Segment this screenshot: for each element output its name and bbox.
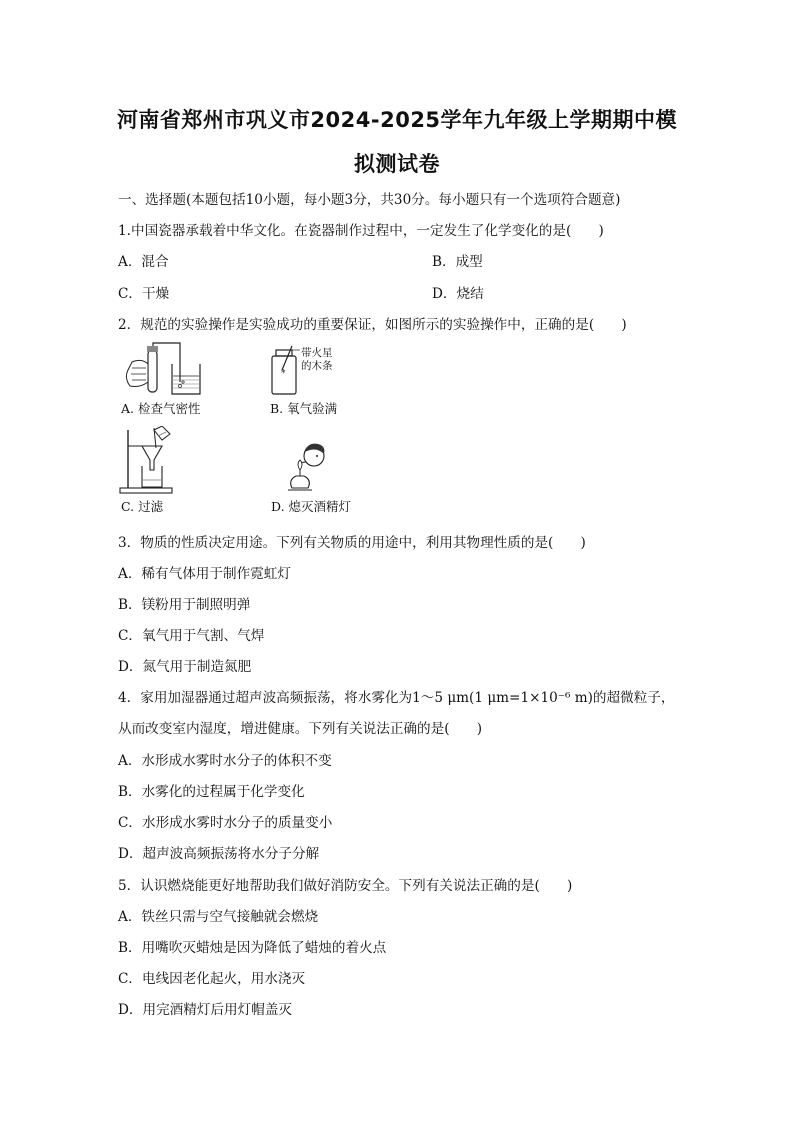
- figure-d-caption: D. 熄灭酒精灯: [271, 499, 352, 514]
- figure-c-caption: C. 过滤: [121, 499, 164, 514]
- q5-stem: 5．认识燃烧能更好地帮助我们做好消防安全。下列有关说法正确的是( ): [118, 878, 573, 894]
- q4-option-d: D．超声波高频振荡将水分子分解: [118, 846, 320, 862]
- figure-a-caption: A. 检查气密性: [121, 401, 201, 416]
- q1-option-a: A．混合: [118, 254, 169, 270]
- figure-a-airtightness: [118, 342, 218, 398]
- q1-stem: 1.中国瓷器承载着中华文化。在瓷器制作过程中，一定发生了化学变化的是( ): [118, 223, 604, 239]
- q3-option-c: C．氧气用于气割、气焊: [118, 628, 265, 644]
- q4-option-b: B．水雾化的过程属于化学变化: [118, 784, 305, 800]
- figure-d-alcohol-lamp: [284, 440, 340, 494]
- section-heading: 一、选择题(本题包括10小题，每小题3分，共30分。每小题只有一个选项符合题意): [118, 192, 621, 208]
- q1-option-b: B．成型: [432, 254, 483, 270]
- q3-option-b: B．镁粉用于制照明弹: [118, 597, 251, 613]
- q4-stem-line2: 从而改变室内湿度，增进健康。下列有关说法正确的是( ): [118, 721, 483, 737]
- q3-option-d: D．氮气用于制造氮肥: [118, 659, 252, 675]
- q4-option-a: A．水形成水雾时水分子的体积不变: [118, 753, 332, 769]
- q1-option-d: D．烧结: [432, 286, 484, 302]
- page-title-line2: 拟测试卷: [354, 152, 440, 176]
- svg-text:*: *: [281, 369, 286, 379]
- figure-b-label-1: 带火星: [301, 347, 333, 359]
- page-title-line1: 河南省郑州市巩义市2024-2025学年九年级上学期期中模: [116, 108, 678, 132]
- q2-stem: 2．规范的实验操作是实验成功的重要保证，如图所示的实验操作中，正确的是( ): [118, 317, 627, 333]
- q5-option-a: A．铁丝只需与空气接触就会燃烧: [118, 909, 319, 925]
- q5-option-d: D．用完酒精灯后用灯帽盖灭: [118, 1002, 293, 1018]
- q5-option-b: B．用嘴吹灭蜡烛是因为降低了蜡烛的着火点: [118, 940, 387, 956]
- q4-option-c: C．水形成水雾时水分子的质量变小: [118, 815, 333, 831]
- q1-option-c: C．干燥: [118, 286, 170, 302]
- q3-stem: 3．物质的性质决定用途。下列有关物质的用途中，利用其物理性质的是( ): [118, 535, 586, 551]
- figure-b-label-2: 的木条: [301, 360, 333, 372]
- q3-option-a: A．稀有气体用于制作霓虹灯: [118, 566, 291, 582]
- q4-stem-line1: 4．家用加湿器通过超声波高频振荡，将水雾化为1～5 μm(1 μm=1×10⁻⁶ m)的超微粒子，: [118, 690, 675, 706]
- figure-b-caption: B. 氧气验满: [270, 401, 338, 416]
- q5-option-c: C．电线因老化起火，用水浇灭: [118, 971, 306, 987]
- figure-c-filtration: [118, 426, 178, 494]
